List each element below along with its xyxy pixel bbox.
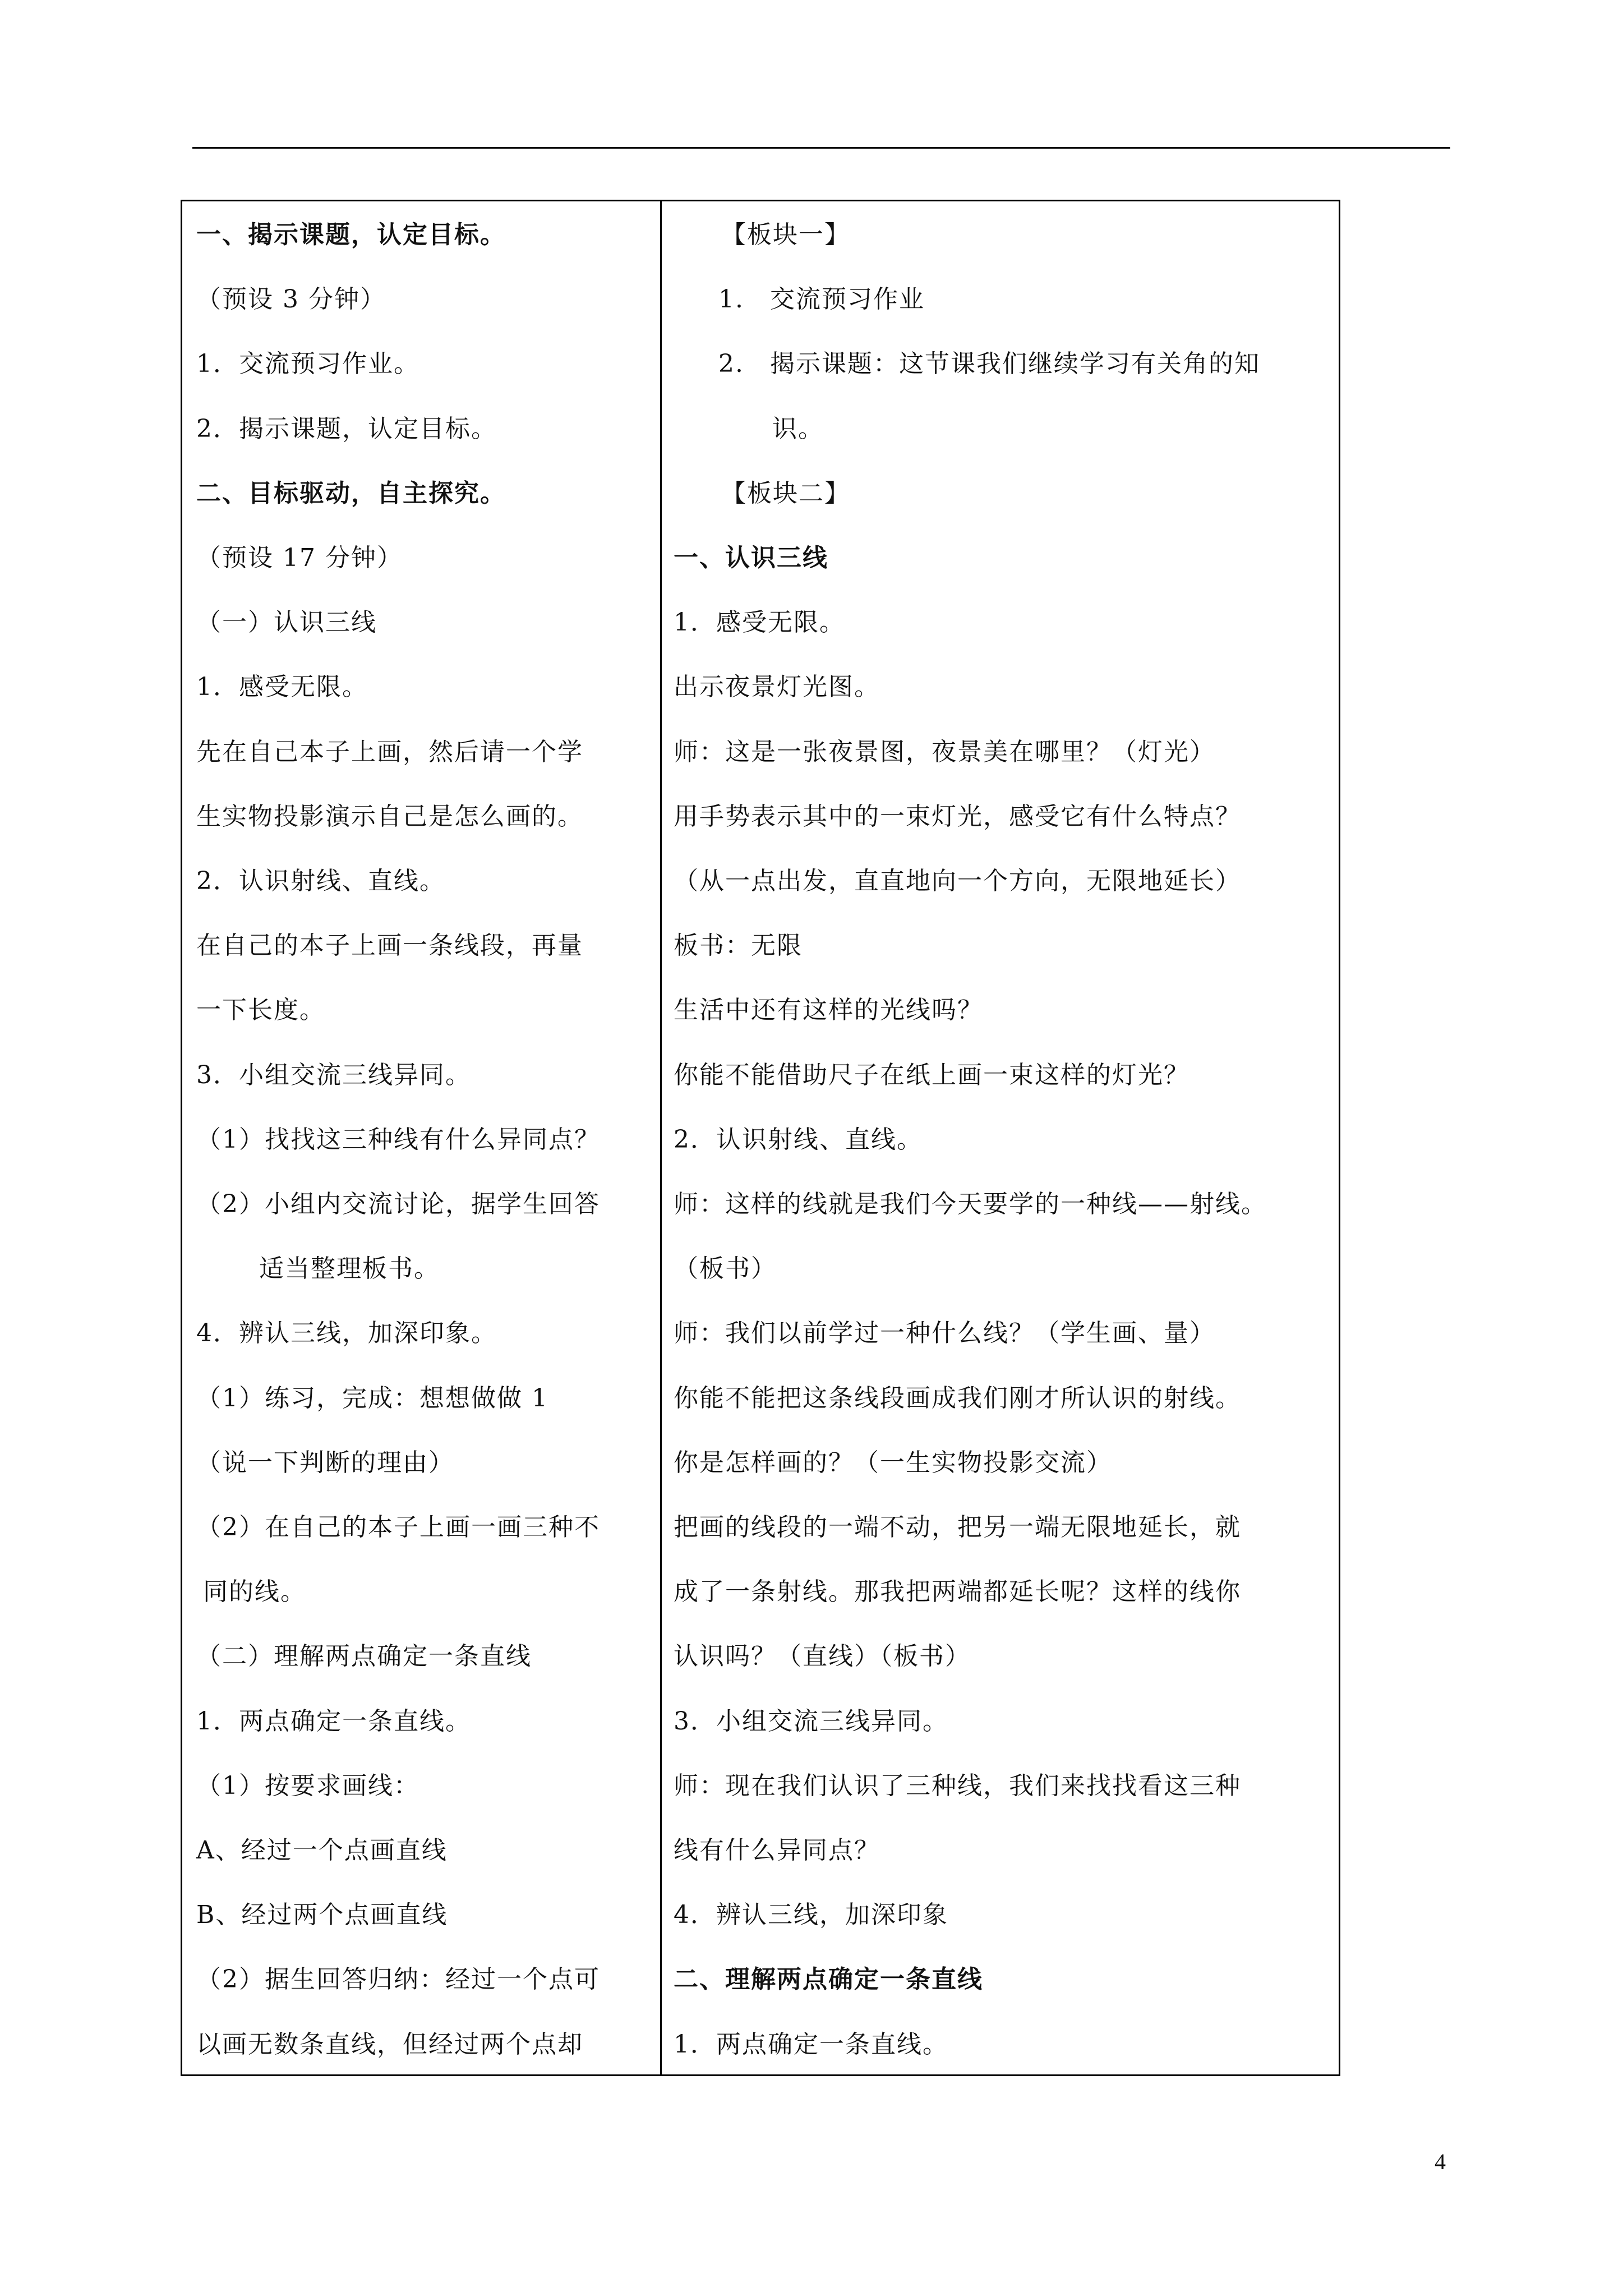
left-column-line: （说一下判断的理由） [196, 1448, 454, 1477]
right-column-line: 把画的线段的一端不动，把另一端无限地延长，就 [674, 1513, 1241, 1542]
left-column-line: 以画无数条直线，但经过两个点却 [196, 2030, 583, 2059]
right-column-line: 线有什么异同点？ [674, 1836, 880, 1865]
left-column-line: B、经过两个点画直线 [196, 1901, 448, 1930]
left-column-line: 2．揭示课题，认定目标。 [196, 414, 497, 443]
right-column-line: 识。 [772, 414, 824, 443]
lesson-plan-table [181, 200, 1340, 2076]
right-column-line: 3．小组交流三线异同。 [674, 1706, 948, 1736]
right-column-line: 生活中还有这样的光线吗？ [674, 996, 983, 1025]
left-column-line: （1）练习，完成：想想做做 1 [196, 1383, 548, 1412]
right-column-line: 【板块一】 [721, 220, 850, 249]
left-column-line: 一、揭示课题，认定目标。 [196, 220, 506, 249]
right-column-line: 师：这样的线就是我们今天要学的一种线——射线。 [674, 1190, 1267, 1218]
left-column-line: （一）认识三线 [196, 608, 377, 637]
right-column-line: 用手势表示其中的一束灯光，感受它有什么特点？ [674, 802, 1241, 831]
left-column-line: （2）据生回答归纳：经过一个点可 [196, 1965, 600, 1994]
right-column-line: 师：现在我们认识了三种线，我们来找找看这三种 [674, 1771, 1241, 1800]
right-column-line: 你能不能把这条线段画成我们刚才所认识的射线。 [674, 1383, 1241, 1412]
left-column-line: 适当整理板书。 [259, 1254, 440, 1283]
right-column-line: 1. 交流预习作业 [718, 285, 925, 314]
header-rule [192, 147, 1450, 149]
left-column-line: （二）理解两点确定一条直线 [196, 1642, 532, 1671]
left-column-line: （2）小组内交流讨论，据学生回答 [196, 1190, 600, 1218]
right-column-line: 1．两点确定一条直线。 [674, 2030, 948, 2059]
right-column-line: （板书） [674, 1254, 777, 1283]
page-number: 4 [1435, 2149, 1446, 2174]
right-column-line: 你能不能借助尺子在纸上画一束这样的灯光？ [674, 1060, 1189, 1089]
right-column-line: 你是怎样画的？（一生实物投影交流） [674, 1448, 1112, 1477]
right-column-line: 师：我们以前学过一种什么线？（学生画、量） [674, 1319, 1215, 1348]
right-column-line: 认识吗？（直线）（板书） [674, 1642, 971, 1671]
left-column-line: 同的线。 [203, 1577, 306, 1607]
left-column-line: （1）按要求画线： [196, 1771, 419, 1800]
left-column-line: 一下长度。 [196, 996, 325, 1025]
right-column-line: 二、理解两点确定一条直线 [674, 1965, 983, 1994]
right-column-line: 【板块二】 [721, 478, 850, 508]
column-divider [660, 201, 662, 2074]
right-column-line: 2. 揭示课题：这节课我们继续学习有关角的知 [718, 349, 1260, 379]
left-column-line: 3．小组交流三线异同。 [196, 1060, 471, 1089]
right-column-line: 2．认识射线、直线。 [674, 1125, 923, 1154]
left-column-line: 1．交流预习作业。 [196, 349, 419, 379]
left-column-line: 二、目标驱动，自主探究。 [196, 478, 506, 508]
left-column-line: 1．感受无限。 [196, 673, 368, 702]
left-column-line: A、经过一个点画直线 [196, 1836, 448, 1865]
right-column-line: 出示夜景灯光图。 [674, 673, 880, 702]
left-column-line: （预设 3 分钟） [196, 285, 386, 314]
right-column-line: 成了一条射线。那我把两端都延长呢？这样的线你 [674, 1577, 1241, 1607]
right-column-line: （从一点出发，直直地向一个方向，无限地延长） [674, 867, 1241, 895]
left-column-line: 先在自己本子上画，然后请一个学 [196, 737, 583, 766]
left-column-line: （1）找找这三种线有什么异同点？ [196, 1125, 600, 1154]
left-column-line: （2）在自己的本子上画一画三种不 [196, 1513, 600, 1542]
right-column-line: 板书：无限 [674, 931, 803, 960]
left-column-line: 在自己的本子上画一条线段，再量 [196, 931, 583, 960]
left-column-line: 1．两点确定一条直线。 [196, 1706, 471, 1736]
left-column-line: 生实物投影演示自己是怎么画的。 [196, 802, 583, 831]
right-column-line: 4．辨认三线，加深印象 [674, 1901, 948, 1930]
right-column-line: 一、认识三线 [674, 544, 828, 572]
left-column-line: （预设 17 分钟） [196, 544, 403, 572]
left-column-line: 4．辨认三线，加深印象。 [196, 1319, 497, 1348]
left-column-line: 2．认识射线、直线。 [196, 867, 445, 895]
right-column-line: 1．感受无限。 [674, 608, 845, 637]
right-column-line: 师：这是一张夜景图，夜景美在哪里？（灯光） [674, 737, 1215, 766]
